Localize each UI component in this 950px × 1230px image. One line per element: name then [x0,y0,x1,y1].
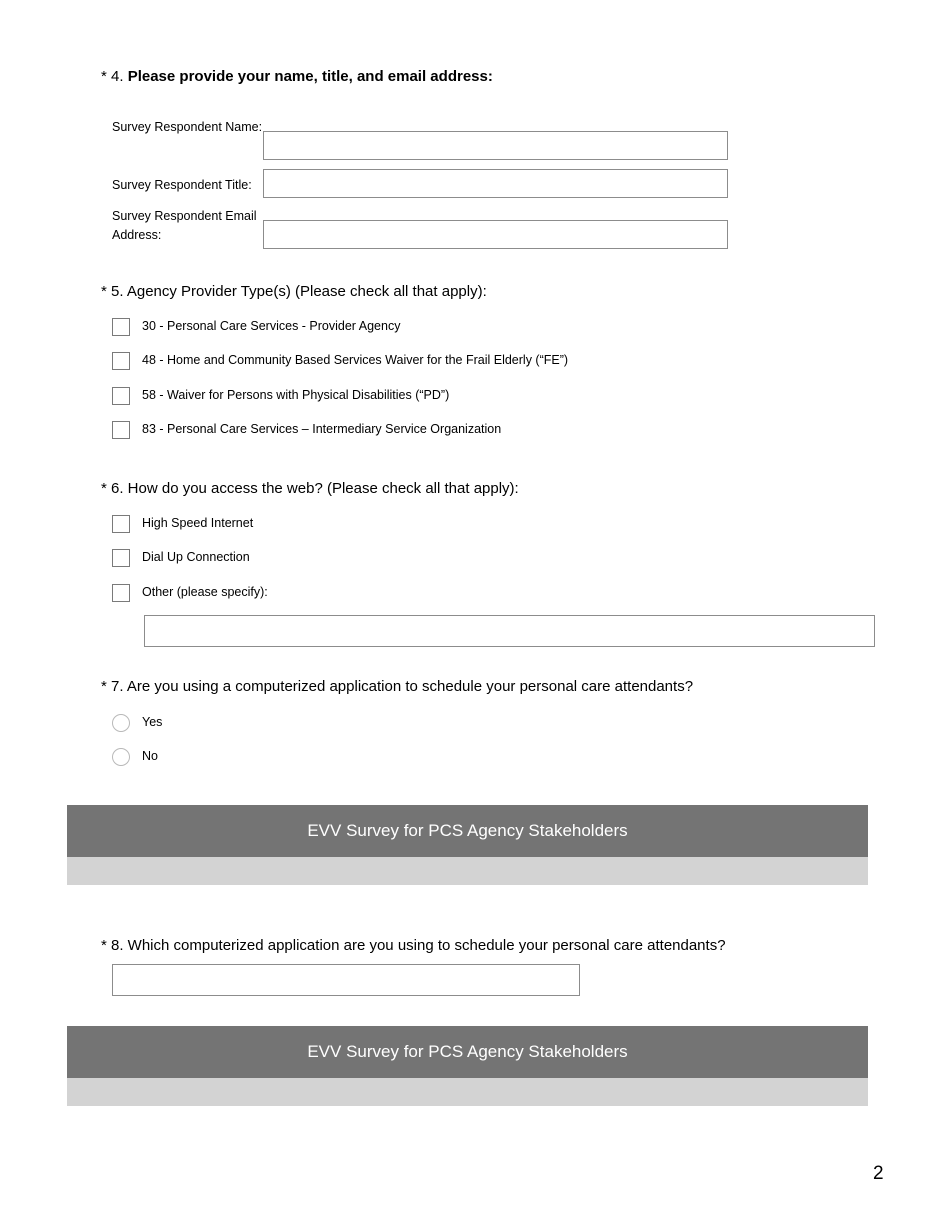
question-6-title: * 6. How do you access the web? (Please check all that apply): [101,480,519,497]
question-text: Please provide your name, title, and email address: [127,68,493,85]
checkbox[interactable] [112,584,130,602]
option-label: Yes [142,715,163,729]
title-label: Survey Respondent Title: [112,178,252,192]
option-label: Dial Up Connection [142,550,250,564]
section-banner: EVV Survey for PCS Agency Stakeholders [67,805,868,857]
email-label: Survey Respondent Email Address: [112,209,257,242]
page-number: 2 [873,1163,884,1184]
question-5-title: * 5. Agency Provider Type(s) (Please check all that apply): [101,283,487,300]
radio-button[interactable] [112,748,130,766]
checkbox[interactable] [112,549,130,567]
checkbox[interactable] [112,515,130,533]
required-star: * [101,68,107,85]
checkbox[interactable] [112,318,130,336]
option-label: 30 - Personal Care Services - Provider Agency [142,319,401,333]
option-label: 48 - Home and Community Based Services Waiver for the Frail Elderly (“FE”) [142,353,569,367]
checkbox[interactable] [112,421,130,439]
option-label: No [142,749,158,763]
option-label: 58 - Waiver for Persons with Physical Disabilities (“PD”) [142,388,450,402]
application-input[interactable] [112,964,580,996]
option-label: High Speed Internet [142,516,254,530]
section-banner: EVV Survey for PCS Agency Stakeholders [67,1026,868,1078]
question-8-title: * 8. Which computerized application are you using to schedule your personal care attendants? [101,937,726,954]
radio-button[interactable] [112,714,130,732]
section-band [67,1078,868,1106]
checkbox[interactable] [112,387,130,405]
checkbox[interactable] [112,352,130,370]
question-7-title: * 7. Are you using a computerized application to schedule your personal care attendants? [101,678,694,695]
option-label: Other (please specify): [142,585,268,599]
question-number: 4. [111,68,124,85]
title-input[interactable] [263,169,728,198]
other-specify-input[interactable] [144,615,875,647]
name-input[interactable] [263,131,728,160]
section-band [67,857,868,885]
question-4-title [101,68,493,85]
name-label: Survey Respondent Name: [112,120,263,134]
email-input[interactable] [263,220,728,249]
option-label: 83 - Personal Care Services – Intermediary Service Organization [142,422,502,436]
